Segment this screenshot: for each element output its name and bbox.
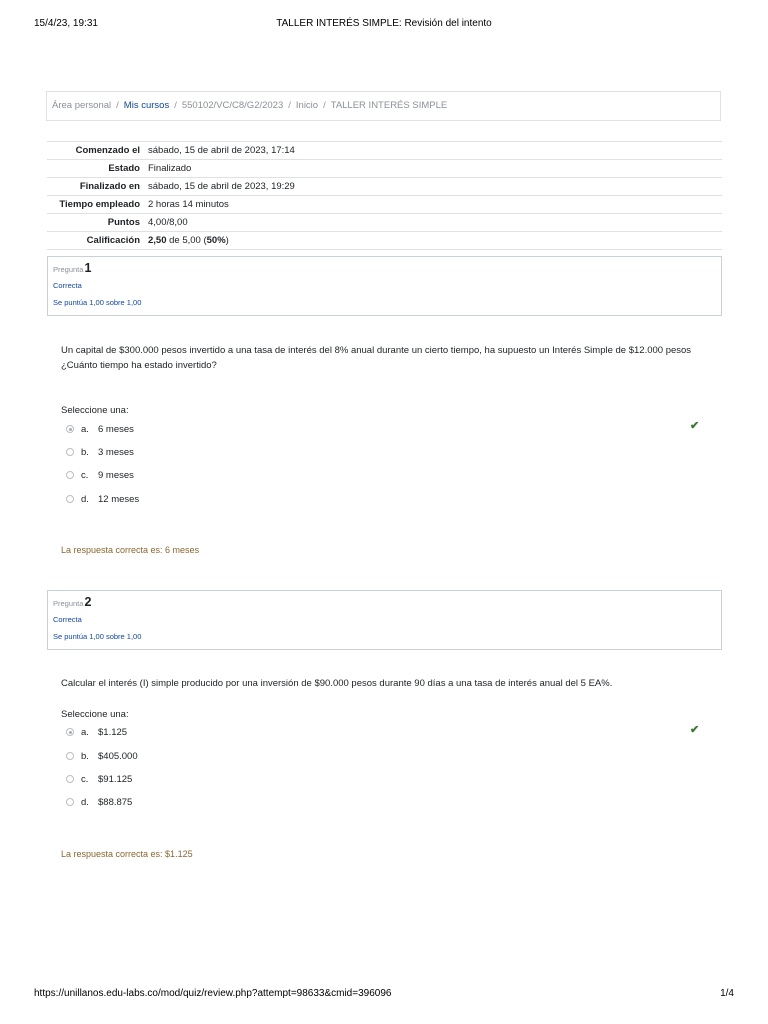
radio-button-checked[interactable] xyxy=(66,425,74,433)
answer-option-2d[interactable] xyxy=(66,795,132,809)
answer-option-2a[interactable] xyxy=(66,725,127,739)
question-state: Correcta xyxy=(53,615,82,624)
breadcrumb-home[interactable]: Área personal xyxy=(52,100,112,111)
summary-row-completed xyxy=(47,178,722,196)
option-letter: a. xyxy=(81,726,89,738)
option-letter: d. xyxy=(81,493,89,505)
question-number-value: 2 xyxy=(84,595,92,609)
radio-button[interactable] xyxy=(66,752,74,760)
answer-option-2b[interactable] xyxy=(66,749,138,763)
grade-score: 2,50 xyxy=(148,235,167,246)
question-label: Pregunta xyxy=(53,599,84,608)
question-grade: Se puntúa 1,00 sobre 1,00 xyxy=(53,298,142,307)
print-page-number: 1/4 xyxy=(720,988,734,999)
print-datetime: 15/4/23, 19:31 xyxy=(34,18,98,29)
summary-label: Comenzado el xyxy=(47,142,145,160)
correct-check-icon: ✔ xyxy=(690,724,700,736)
question-text-line: ¿Cuánto tiempo ha estado invertido? xyxy=(61,360,217,371)
summary-value xyxy=(145,232,722,250)
option-letter: b. xyxy=(81,446,89,458)
summary-label: Finalizado en xyxy=(47,178,145,196)
option-letter: c. xyxy=(81,773,89,785)
summary-row-time xyxy=(47,196,722,214)
grade-of: de 5,00 ( xyxy=(166,235,207,246)
print-url: https://unillanos.edu-labs.co/mod/quiz/review.php?attempt=98633&cmid=396096 xyxy=(34,988,392,999)
attempt-summary-table xyxy=(47,141,722,250)
question-number xyxy=(53,261,91,275)
option-text: 6 meses xyxy=(98,423,134,435)
right-answer-feedback: La respuesta correcta es: 6 meses xyxy=(61,545,200,555)
option-text: 9 meses xyxy=(98,469,134,481)
summary-value: 2 horas 14 minutos xyxy=(145,196,722,214)
radio-button[interactable] xyxy=(66,471,74,479)
summary-row-grade xyxy=(47,232,722,250)
breadcrumb-separator: / xyxy=(323,100,326,111)
answer-option-1d[interactable] xyxy=(66,492,139,506)
radio-button[interactable] xyxy=(66,798,74,806)
question-info-1 xyxy=(47,256,722,316)
grade-close: ) xyxy=(225,235,229,246)
summary-label: Estado xyxy=(47,160,145,178)
summary-value: 4,00/8,00 xyxy=(145,214,722,232)
summary-row-marks xyxy=(47,214,722,232)
option-text: $405.000 xyxy=(98,750,138,762)
question-info-2 xyxy=(47,590,722,650)
breadcrumb-course[interactable]: 550102/VC/C8/G2/2023 xyxy=(181,100,284,111)
print-header xyxy=(34,18,734,32)
question-grade: Se puntúa 1,00 sobre 1,00 xyxy=(53,632,142,641)
option-letter: c. xyxy=(81,469,89,481)
print-title: TALLER INTERÉS SIMPLE: Revisión del intento xyxy=(276,18,492,29)
question-number xyxy=(53,595,91,609)
summary-label: Tiempo empleado xyxy=(47,196,145,214)
summary-row-state xyxy=(47,160,722,178)
summary-label: Puntos xyxy=(47,214,145,232)
question-text-line: Un capital de $300.000 pesos invertido a una tasa de interés del 8% anual durante un cierto tiempo, ha supuesto un Interés Simple de $12.000 pesos xyxy=(61,345,692,356)
print-footer xyxy=(34,988,734,1002)
breadcrumb xyxy=(46,91,721,121)
question-text-line: Calcular el interés (I) simple producido por una inversión de $90.000 pesos durante 90 días a una tasa de interés anual del 5 EA%. xyxy=(61,678,613,689)
summary-value: sábado, 15 de abril de 2023, 19:29 xyxy=(145,178,722,196)
question-state: Correcta xyxy=(53,281,82,290)
option-letter: d. xyxy=(81,796,89,808)
grade-percent: 50% xyxy=(206,235,226,246)
radio-button-checked[interactable] xyxy=(66,728,74,736)
summary-value: sábado, 15 de abril de 2023, 17:14 xyxy=(145,142,722,160)
radio-button[interactable] xyxy=(66,775,74,783)
summary-label: Calificación xyxy=(47,232,145,250)
breadcrumb-separator: / xyxy=(116,100,119,111)
summary-value: Finalizado xyxy=(145,160,722,178)
option-text: 3 meses xyxy=(98,446,134,458)
right-answer-feedback: La respuesta correcta es: $1.125 xyxy=(61,849,193,859)
breadcrumb-separator: / xyxy=(288,100,291,111)
option-text: $91.125 xyxy=(98,773,133,785)
question-text-1 xyxy=(61,343,721,373)
summary-row-started xyxy=(47,142,722,160)
breadcrumb-my-courses[interactable]: Mis cursos xyxy=(123,100,170,111)
radio-button[interactable] xyxy=(66,448,74,456)
radio-button[interactable] xyxy=(66,495,74,503)
question-text-2 xyxy=(61,676,721,691)
question-label: Pregunta xyxy=(53,265,84,274)
breadcrumb-separator: / xyxy=(174,100,177,111)
question-number-value: 1 xyxy=(84,261,92,275)
option-letter: a. xyxy=(81,423,89,435)
correct-check-icon: ✔ xyxy=(690,420,700,432)
breadcrumb-section[interactable]: Inicio xyxy=(295,100,319,111)
option-text: $1.125 xyxy=(98,726,128,738)
option-text: 12 meses xyxy=(98,493,140,505)
answer-prompt: Seleccione una: xyxy=(61,405,129,416)
answer-option-1b[interactable] xyxy=(66,445,134,459)
option-text: $88.875 xyxy=(98,796,133,808)
breadcrumb-quiz[interactable]: TALLER INTERÉS SIMPLE xyxy=(330,100,448,111)
answer-option-2c[interactable] xyxy=(66,772,132,786)
answer-prompt: Seleccione una: xyxy=(61,709,129,720)
option-letter: b. xyxy=(81,750,89,762)
answer-option-1c[interactable] xyxy=(66,468,134,482)
answer-option-1a[interactable] xyxy=(66,422,134,436)
